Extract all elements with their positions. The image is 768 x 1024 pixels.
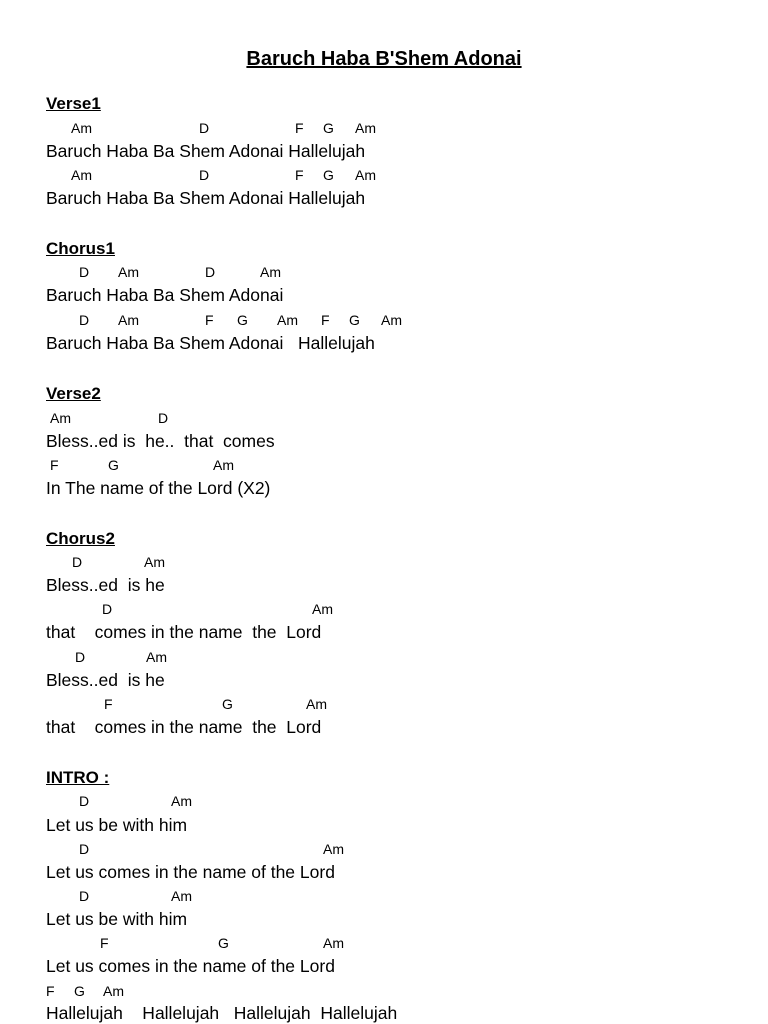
chord: F: [205, 312, 214, 328]
chord: Am: [118, 312, 139, 328]
chord: F: [295, 120, 304, 136]
chord: Am: [381, 312, 402, 328]
chord: Am: [50, 410, 71, 426]
chord: D: [79, 888, 90, 904]
chord: G: [74, 983, 85, 999]
chord: D: [75, 649, 86, 665]
chord: F: [295, 167, 304, 183]
lyric-line: that comes in the name the Lord: [46, 717, 322, 737]
chord: Am: [312, 601, 333, 617]
lyric-line: Let us be with him: [46, 909, 188, 929]
chord: D: [79, 264, 90, 280]
chord: D: [79, 312, 90, 328]
lyric-line: Bless..ed is he: [46, 670, 165, 690]
chord: D: [199, 167, 210, 183]
chord: D: [72, 554, 83, 570]
lyric-line: In The name of the Lord (X2): [46, 478, 271, 498]
chord: G: [349, 312, 360, 328]
lyric-line: Let us comes in the name of the Lord: [46, 862, 335, 882]
chord: F: [321, 312, 330, 328]
page-title: Baruch Haba B'Shem Adonai: [246, 48, 522, 70]
chord: D: [79, 841, 90, 857]
lyric-line: that comes in the name the Lord: [46, 622, 322, 642]
chord: Am: [306, 696, 327, 712]
section-heading-chorus1: Chorus1: [46, 239, 115, 258]
lyric-line: Bless..ed is he: [46, 575, 165, 595]
chord: D: [158, 410, 169, 426]
lyric-line: Baruch Haba Ba Shem Adonai: [46, 285, 284, 305]
chord: G: [218, 935, 229, 951]
section-heading-verse2: Verse2: [46, 384, 101, 403]
chord: Am: [171, 793, 192, 809]
chord: Am: [355, 120, 376, 136]
chord: Am: [71, 167, 92, 183]
section-heading-chorus2: Chorus2: [46, 529, 115, 548]
chord: D: [205, 264, 216, 280]
chord: Am: [260, 264, 281, 280]
chord: F: [50, 457, 59, 473]
lyric-line: Hallelujah Hallelujah Hallelujah Hallelujah: [46, 1003, 398, 1023]
chord: G: [237, 312, 248, 328]
lyric-line: Baruch Haba Ba Shem Adonai Hallelujah: [46, 188, 366, 208]
chord: Am: [213, 457, 234, 473]
chord: F: [100, 935, 109, 951]
chord: Am: [323, 841, 344, 857]
chord: G: [323, 120, 334, 136]
lyric-line: Baruch Haba Ba Shem Adonai Hallelujah: [46, 141, 366, 161]
chord: D: [102, 601, 113, 617]
chord: G: [323, 167, 334, 183]
chord: Am: [71, 120, 92, 136]
chord: Am: [355, 167, 376, 183]
chord: Am: [323, 935, 344, 951]
chord: Am: [146, 649, 167, 665]
chord: G: [222, 696, 233, 712]
chord: D: [79, 793, 90, 809]
section-heading-verse1: Verse1: [46, 94, 101, 113]
lyric-line: Let us be with him: [46, 815, 188, 835]
chord: F: [104, 696, 113, 712]
chord: Am: [171, 888, 192, 904]
chord: Am: [118, 264, 139, 280]
section-heading-intro: INTRO :: [46, 768, 110, 787]
lyric-line: Let us comes in the name of the Lord: [46, 956, 335, 976]
lyric-line: Bless..ed is he.. that comes: [46, 431, 275, 451]
chord: Am: [103, 983, 124, 999]
chord: F: [46, 983, 55, 999]
lyric-line: Baruch Haba Ba Shem Adonai Hallelujah: [46, 333, 375, 353]
chord: D: [199, 120, 210, 136]
chord: G: [108, 457, 119, 473]
chord: Am: [277, 312, 298, 328]
chord: Am: [144, 554, 165, 570]
